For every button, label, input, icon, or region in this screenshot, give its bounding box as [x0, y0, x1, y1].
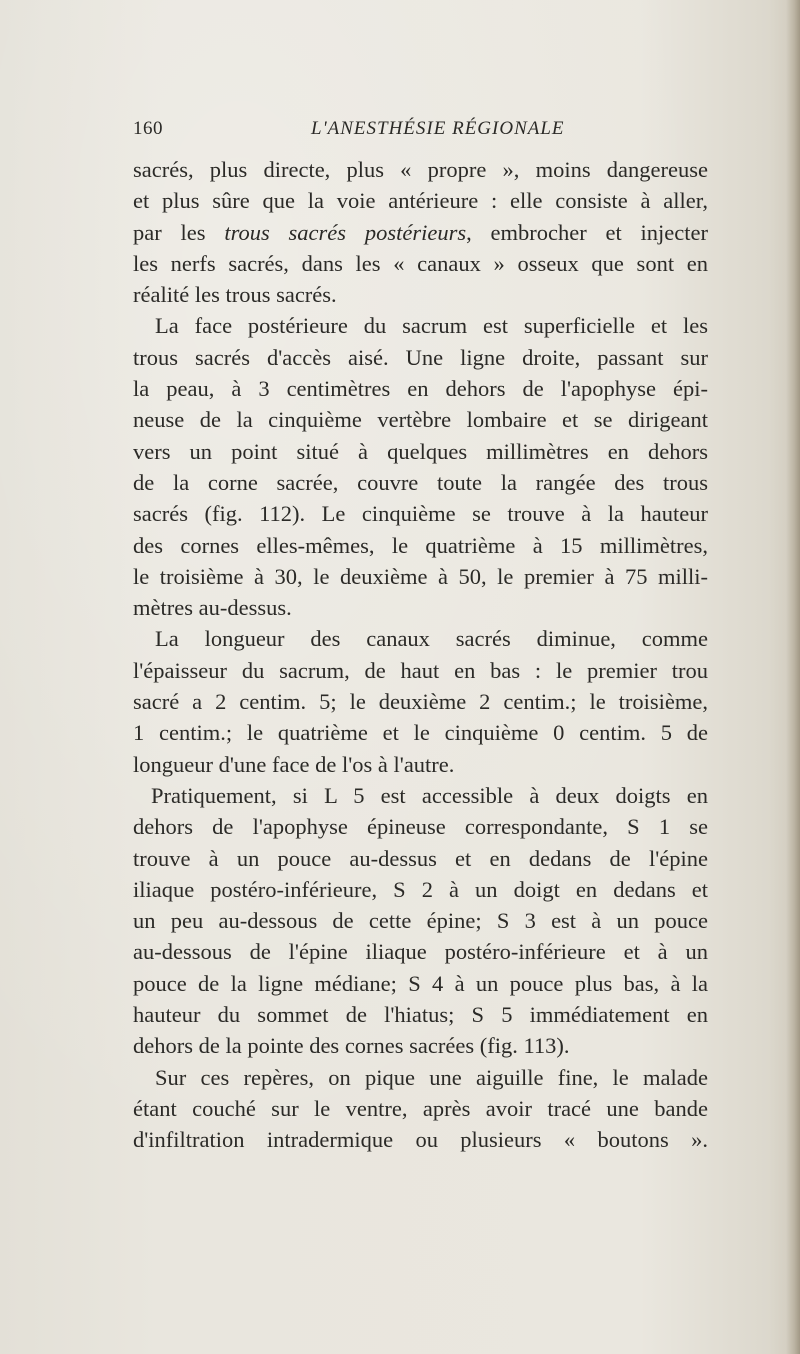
text-line: iliaque postéro-inférieure, S 2 à un doigt en dedans et: [133, 876, 708, 902]
text-line: la peau, à 3 centimètres en dehors de l'apophyse épi-: [133, 376, 708, 402]
paragraph-first-line: Pratiquement, si L 5 est accessible à deux doigts en: [151, 782, 708, 808]
page-header: [133, 118, 708, 142]
text-line: l'épaisseur du sacrum, de haut en bas : le premier trou: [133, 657, 708, 683]
text-line-part: par les: [133, 219, 225, 245]
text-line: vers un point situé à quelques millimètres en dehors: [133, 438, 708, 464]
text-line: réalité les trous sacrés.: [133, 282, 337, 308]
text-line: les nerfs sacrés, dans les « canaux » osseux que sont en: [133, 250, 708, 276]
text-line: sacrés, plus directe, plus « propre », moins dangereuse: [133, 157, 708, 182]
text-line: [133, 217, 708, 248]
text-line: étant couché sur le ventre, après avoir tracé une bande: [133, 1095, 708, 1121]
text-line-part: , embrocher et injecter: [466, 219, 708, 245]
text-line: des cornes elles-mêmes, le quatrième à 15 millimètres,: [133, 532, 708, 558]
text-line: 1 centim.; le quatrième et le cinquième 0 centim. 5 de: [133, 720, 708, 746]
text-line: sacrés (fig. 112). Le cinquième se trouve à la hauteur: [133, 501, 708, 527]
text-line: neuse de la cinquième vertèbre lombaire et se dirigeant: [133, 407, 708, 433]
text-line: de la corne sacrée, couvre toute la rangée des trous: [133, 469, 708, 495]
page-edge-shadow: [786, 0, 800, 1354]
text-line: un peu au-dessous de cette épine; S 3 est à un pouce: [133, 908, 708, 934]
paragraph-first-line: La longueur des canaux sacrés diminue, comme: [155, 626, 708, 652]
text-line: d'infiltration intradermique ou plusieurs « boutons ».: [133, 1127, 708, 1153]
text-line: mètres au-dessus.: [133, 595, 292, 621]
paragraph-first-line: La face postérieure du sacrum est superficielle et les: [155, 313, 708, 339]
text-line: longueur d'une face de l'os à l'autre.: [133, 751, 455, 777]
text-line: sacré a 2 centim. 5; le deuxième 2 centim.; le troisième,: [133, 689, 708, 715]
text-line: dehors de l'apophyse épineuse correspondante, S 1 se: [133, 814, 708, 840]
page-number: 160: [133, 118, 163, 139]
text-line: trous sacrés d'accès aisé. Une ligne droite, passant sur: [133, 344, 708, 370]
text-line: au-dessous de l'épine iliaque postéro-inférieure et à un: [133, 939, 708, 965]
italic-emphasis: trous sacrés postérieurs: [224, 219, 467, 245]
text-line: hauteur du sommet de l'hiatus; S 5 immédiatement en: [133, 1002, 708, 1028]
text-line: le troisième à 30, le deuxième à 50, le premier à 75 milli-: [133, 563, 708, 589]
text-line: dehors de la pointe des cornes sacrées (fig. 113).: [133, 1033, 570, 1059]
text-line: trouve à un pouce au-dessus et en dedans de l'épine: [133, 845, 708, 871]
paragraph-first-line: Sur ces repères, on pique une aiguille fine, le malade: [155, 1064, 708, 1090]
running-title: L'ANESTHÉSIE RÉGIONALE: [311, 118, 565, 139]
text-line: pouce de la ligne médiane; S 4 à un pouce plus bas, à la: [133, 970, 708, 996]
body-text: [133, 154, 708, 1156]
text-line: et plus sûre que la voie antérieure : elle consiste à aller,: [133, 188, 708, 214]
